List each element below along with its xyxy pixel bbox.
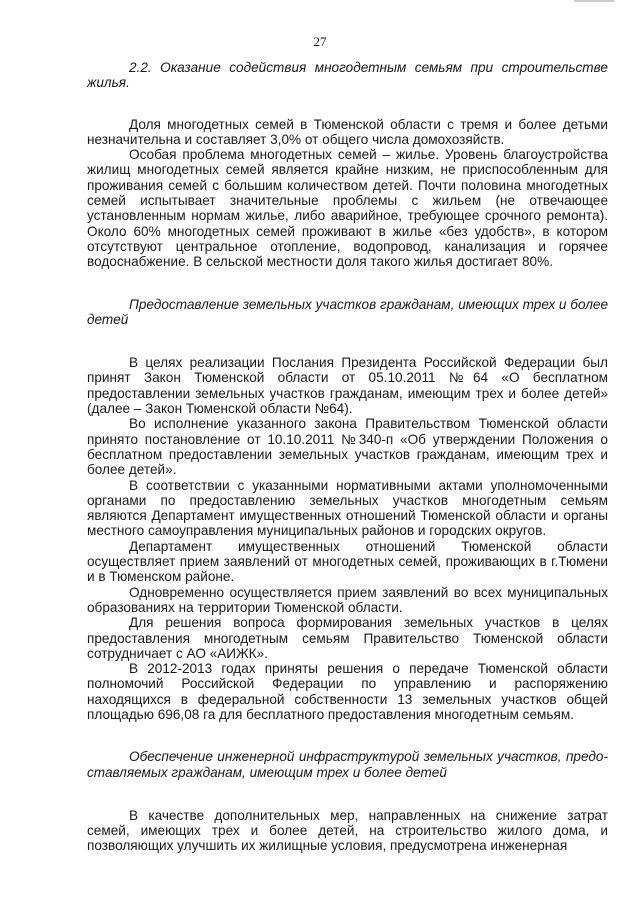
page-number: 27 xyxy=(313,34,327,49)
scan-edge-mark xyxy=(574,0,614,2)
paragraph-authorized-bodies: В соответствии с указанными нормативными актами уполномоченными органами по предоставлению земельных участков многодетным семьям являются Департамент имущественных отношений Тюменской области и органы местного самоуправления муниципальных районов и городских округов. xyxy=(87,477,608,539)
paragraph-federal-land-transfer: В 2012-2013 годах приняты решения о передаче Тюменской области полномочий Российской Федерации по управлению и распоряжению находящихся в федеральной собственности 13 земельных участков общей площадью 696,08 га для бесплатного предоставления многодетным семьям. xyxy=(87,661,608,722)
paragraph-housing-problem: Особая проблема многодетных семей – жилье. Уровень благоустройства жилищ многодетных семей является крайне низким, не приспособленным для проживания семей с большим количеством детей. Почти половина многодетных семей испытывает значительные проблемы с жильем (не отвечающее установленным нормам жилье, либо аварийное, требующее срочного ремонта). Около 60% многодетных семей проживают в жилье «без удобств», в котором отсутствуют центральное отопление, водопровод, канализация и горячее водоснабжение. В сельской местности доля такого жилья достигает 80%. xyxy=(87,147,608,270)
paragraph-municipal-applications: Одновременно осуществляется прием заявлений во всех муниципальных образованиях на территории Тюменской области. xyxy=(87,584,608,615)
subheading-infrastructure: Обеспечение инженерной инфраструктурой земельных участков, предо-ставляемых гражданам, имеющим трех и более детей xyxy=(87,749,608,780)
paragraph-government-resolution: Во исполнение указанного закона Правительством Тюменской области принято постановление от 10.10.2011 №340-п «Об утверждении Положения о бесплатном предоставлении земельных участков гражданам, имеющим трех и более детей». xyxy=(87,416,608,478)
paragraph-regional-law: В целях реализации Послания Президента Российской Федерации был принят Закон Тюменской области от 05.10.2011 №64 «О бесплатном предоставлении земельных участков гражданам, имеющим трех и более детей» (далее – Закон Тюменской области №64). xyxy=(87,355,608,417)
paragraph-share-of-large-families: Доля многодетных семей в Тюменской области с тремя и более детьми незначительна и составляет 3,0% от общего числа домохозяйств. xyxy=(87,116,608,147)
section-heading-2-2: 2.2. Оказание содействия многодетным семьям при строительстве жилья. xyxy=(87,60,608,91)
paragraph-additional-measures: В качестве дополнительных мер, направленных на снижение затрат семей, имеющих трех и более детей, на строительство жилого дома, и позволяющих улучшить их жилищные условия, предусмотрена инженерная xyxy=(87,807,608,854)
paragraph-aizhk-cooperation: Для решения вопроса формирования земельных участков в целях предоставления многодетным семьям Правительство Тюменской области сотрудничает с АО «АИЖК». xyxy=(87,615,608,661)
paragraph-department-applications: Департамент имущественных отношений Тюменской области осуществляет прием заявлений от многодетных семей, проживающих в г.Тюмени и в Тюменском районе. xyxy=(87,538,608,585)
document-body xyxy=(87,60,608,854)
subheading-land-plots: Предоставление земельных участков гражданам, имеющих трех и более детей xyxy=(87,296,608,327)
